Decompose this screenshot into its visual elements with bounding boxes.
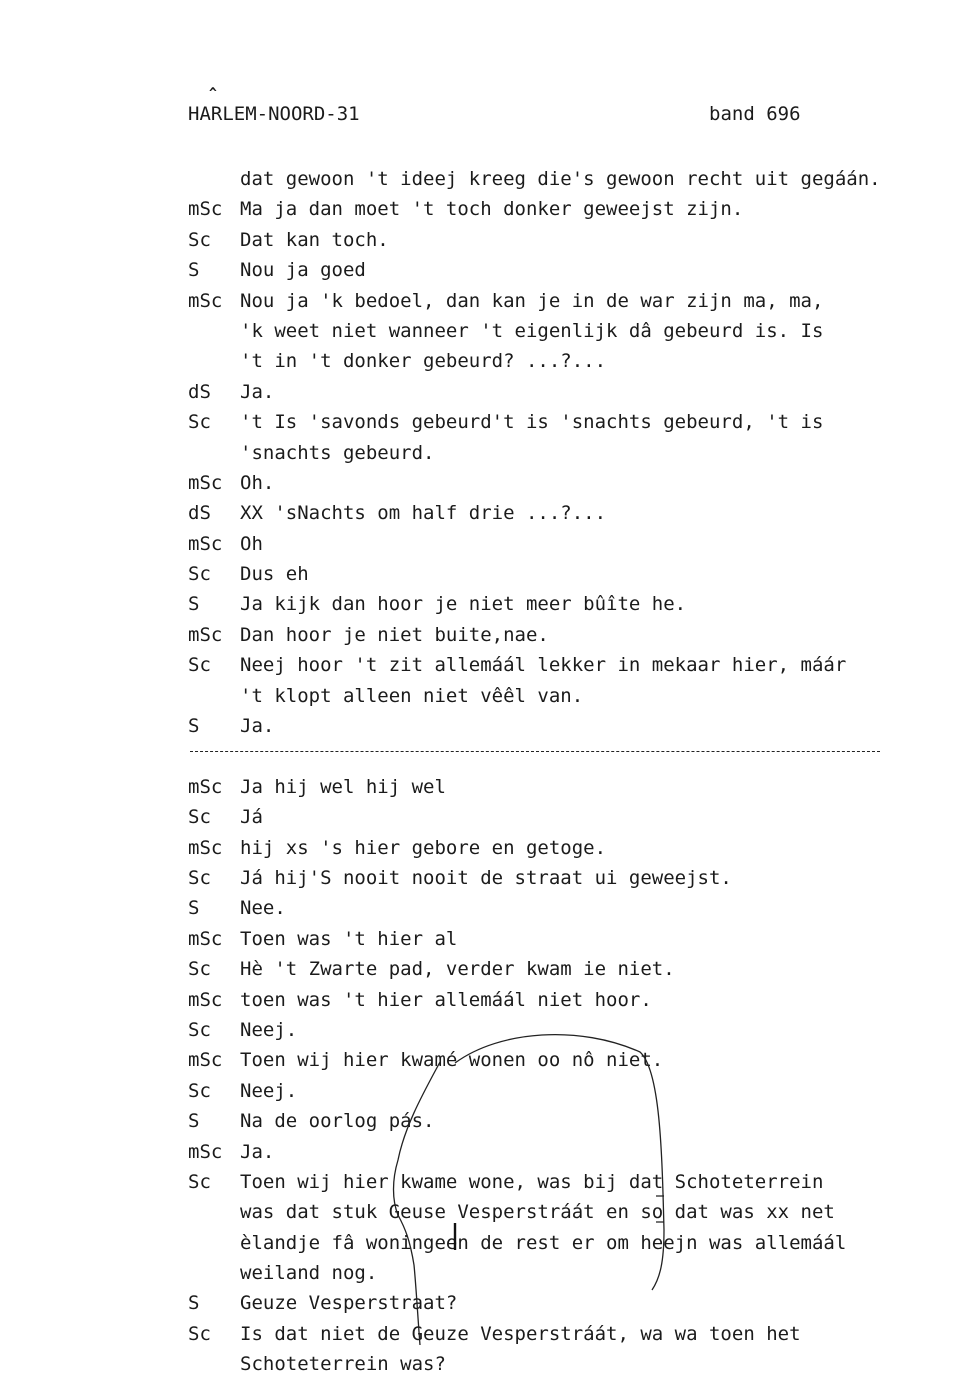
line-text: hij xs 's hier gebore en getoge. [240,836,607,859]
line-text: Oh [240,532,263,555]
line-text: Ja. [240,380,275,403]
line-text: Oh. [240,471,275,494]
line-text: Toen wij hier kwamé wonen oo nô niet. [240,1049,664,1072]
line-text: Neej. [240,1079,298,1102]
line-text: weiland nog. [240,1262,378,1285]
line-text: Já [240,806,263,829]
band-number: band 696 [709,103,801,125]
speaker-label: mSc [188,836,223,859]
speaker-label: mSc [188,988,223,1011]
line-text: Toen wij hier kwame wone, was bij dat Schoteterrein [240,1170,824,1193]
line-text: Ma ja dan moet 't toch donker geweejst zijn. [240,198,744,221]
line-text: XX 'sNachts om half drie ...?... [240,502,607,525]
line-text: Geuze Vesperstraat? [240,1292,458,1315]
line-text: toen was 't hier allemáál niet hoor. [240,988,652,1011]
speaker-label: Sc [188,228,211,251]
speaker-label: mSc [188,1049,223,1072]
speaker-label: mSc [188,927,223,950]
speaker-label: mSc [188,198,223,221]
line-text: Nou ja 'k bedoel, dan kan je in de war zijn ma, ma, [240,289,824,312]
speaker-label: Sc [188,1079,211,1102]
speaker-label: S [188,593,200,616]
line-text: Ja kijk dan hoor je niet meer bûîte he. [240,593,687,616]
line-text: 't klopt alleen niet vêêl van. [240,684,584,707]
line-text: 't in 't donker gebeurd? ...?... [240,350,607,373]
line-text: Ja hij wel hij wel [240,775,446,798]
speaker-label: S [188,715,200,738]
speaker-label: dS [188,502,211,525]
speaker-label: Sc [188,1018,211,1041]
line-text: 'k weet niet wanneer 't eigenlijk dâ gebeurd is. Is [240,319,824,342]
line-text: Ja. [240,715,275,738]
speaker-label: mSc [188,289,223,312]
line-text: Já hij'S nooit nooit de straat ui geweejst. [240,866,732,889]
speaker-label: Sc [188,563,211,586]
speaker-label: mSc [188,532,223,555]
speaker-label: S [188,897,200,920]
speaker-label: Sc [188,958,211,981]
speaker-label: Sc [188,1170,211,1193]
line-text: Ja. [240,1140,275,1163]
speaker-label: Sc [188,411,211,434]
speaker-label: Sc [188,806,211,829]
speaker-label: Sc [188,866,211,889]
line-text: dat gewoon 't ideej kreeg die's gewoon recht uit gegáán. [240,168,881,190]
line-text: Hè 't Zwarte pad, verder kwam ie niet. [240,958,675,981]
line-text: Neej. [240,1018,298,1041]
speaker-label: mSc [188,623,223,646]
line-text: 't Is 'savonds gebeurd't is 'snachts gebeurd, 't is [240,411,824,434]
line-text: was dat stuk Geuse Vesperstráát en so dat was xx net [240,1201,835,1224]
line-text: 'snachts gebeurd. [240,441,435,464]
line-text: Na de oorlog pás. [240,1110,435,1133]
line-text: Is dat niet de Geuze Vesperstráát, wa wa toen het [240,1322,801,1345]
line-text: Nee. [240,897,286,920]
header-caret: ^ [209,86,217,101]
speaker-label: Sc [188,654,211,677]
hand-drawn-arc [455,1035,664,1290]
speaker-label: Sc [188,1322,211,1345]
speaker-label: mSc [188,471,223,494]
line-text: Nou ja goed [240,259,366,282]
speaker-label: S [188,259,200,282]
hand-drawn-stroke [394,1062,441,1345]
speaker-label: S [188,1110,200,1133]
line-text: Neej hoor 't zit allemáál lekker in mekaar hier, máár [240,654,847,677]
speaker-label: mSc [188,775,223,798]
speaker-label: mSc [188,1140,223,1163]
line-text: Dat kan toch. [240,228,389,251]
line-text: Toen was 't hier al [240,927,458,950]
line-text: Dan hoor je niet buite,nae. [240,623,549,646]
line-text: Schoteterrein was? [240,1353,446,1376]
document-title: HARLEM-NOORD-31 [188,103,360,125]
speaker-label: dS [188,380,211,403]
line-text: Dus eh [240,563,309,586]
line-text: èlandje fâ woningeen de rest er om heejn was allemáál [240,1231,847,1254]
speaker-label: S [188,1292,200,1315]
